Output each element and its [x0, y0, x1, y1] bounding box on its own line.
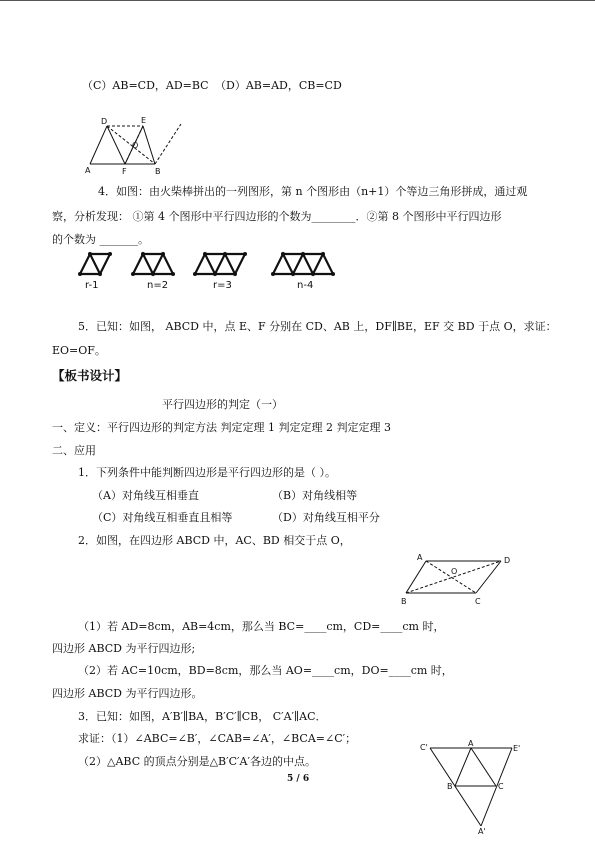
p1-option-d: （D）对角线互相平分 — [272, 511, 380, 524]
option-c: （C）AB=CD，AD=BC — [82, 79, 209, 92]
p1-option-b: （B）对角线相等 — [272, 489, 358, 502]
q5-line1: 5．已知：如图， ABCD 中，点 E、F 分别在 CD、AB 上，DF∥BE，EF 交 BD 于点 O，求证： — [78, 320, 557, 333]
p1-option-c: （C）对角线互相垂直且相等 — [92, 511, 233, 524]
label-o: O — [451, 567, 458, 576]
p3-stem: 3．已知：如图，A′B′∥BA，B′C′∥CB， C′A′∥AC． — [78, 710, 327, 723]
board-title: 平行四边形的判定（一） — [162, 398, 283, 411]
label-a: A — [85, 166, 91, 175]
fig-label-4: n-4 — [297, 280, 314, 291]
label-a-prime: A' — [478, 827, 486, 836]
figure-matchstick-triangles — [75, 246, 365, 294]
label-e-prime: E' — [513, 744, 521, 753]
label-d: D — [101, 117, 108, 126]
label-c-prime: C' — [420, 743, 428, 752]
figure-triangle-midpoints — [418, 740, 528, 836]
label-a: A — [468, 740, 474, 748]
p3-proof: 求证：（1）∠ABC=∠B′，∠CAB=∠A′，∠BCA=∠C′； — [78, 732, 357, 745]
q5-line2: EO=OF。 — [52, 344, 106, 357]
figure-parallelogram-dfbe — [85, 112, 195, 180]
label-o: O — [132, 141, 139, 150]
q4-line1: 4．如图：由火柴棒拼出的一列图形，第 n 个图形由（n+1）个等边三角形拼成，通过观 — [98, 185, 528, 198]
p2-sub2-line2: 四边形 ABCD 为平行四边形。 — [52, 687, 203, 700]
label-b: B — [401, 597, 407, 606]
p2-sub1-line1: （1）若 AD=8cm，AB=4cm，那么当 BC=____cm，CD=____cm 时， — [78, 620, 445, 633]
p1-option-a: （A）对角线互相垂直 — [92, 489, 199, 502]
p2-sub2-line1: （2）若 AC=10cm，BD=8cm，那么当 AO=____cm，DO=____cm 时， — [78, 664, 453, 677]
board-application: 二、应用 — [52, 444, 96, 457]
label-b: B — [155, 167, 161, 176]
p3-sub2: （2）△ABC 的顶点分别是△B′C′A′各边的中点。 — [78, 755, 316, 768]
label-e: E — [141, 116, 147, 125]
fig-label-1: r-1 — [85, 280, 99, 291]
p1-stem: 1．下列条件中能判断四边形是平行四边形的是（ ）。 — [78, 466, 336, 479]
label-c: C — [498, 782, 504, 791]
q4-line3: 的个数为 _______。 — [52, 233, 149, 246]
board-definition: 一、定义：平行四边形的判定方法 判定定理 1 判定定理 2 判定定理 3 — [52, 421, 391, 434]
label-a: A — [417, 553, 423, 562]
fig-label-2: n=2 — [147, 280, 169, 291]
q4-line2: 察，分析发现： ①第 4 个图形中平行四边形的个数为________．②第 8 个图形中平行四边形 — [52, 210, 502, 223]
fig-label-3: r=3 — [213, 280, 232, 291]
label-c: C — [475, 597, 481, 606]
label-f: F — [122, 167, 127, 176]
board-heading: 【板书设计】 — [52, 368, 128, 383]
label-b: B — [447, 782, 453, 791]
p2-sub1-line2: 四边形 ABCD 为平行四边形; — [52, 642, 196, 655]
option-d: （D）AB=AD，CB=CD — [215, 79, 342, 92]
figure-quadrilateral-abcd — [398, 551, 518, 607]
p2-stem: 2．如图，在四边形 ABCD 中，AC、BD 相交于点 O， — [78, 534, 351, 547]
top-rule — [0, 0, 595, 1]
page-number: 5 / 6 — [287, 774, 310, 784]
label-d: D — [504, 556, 511, 565]
